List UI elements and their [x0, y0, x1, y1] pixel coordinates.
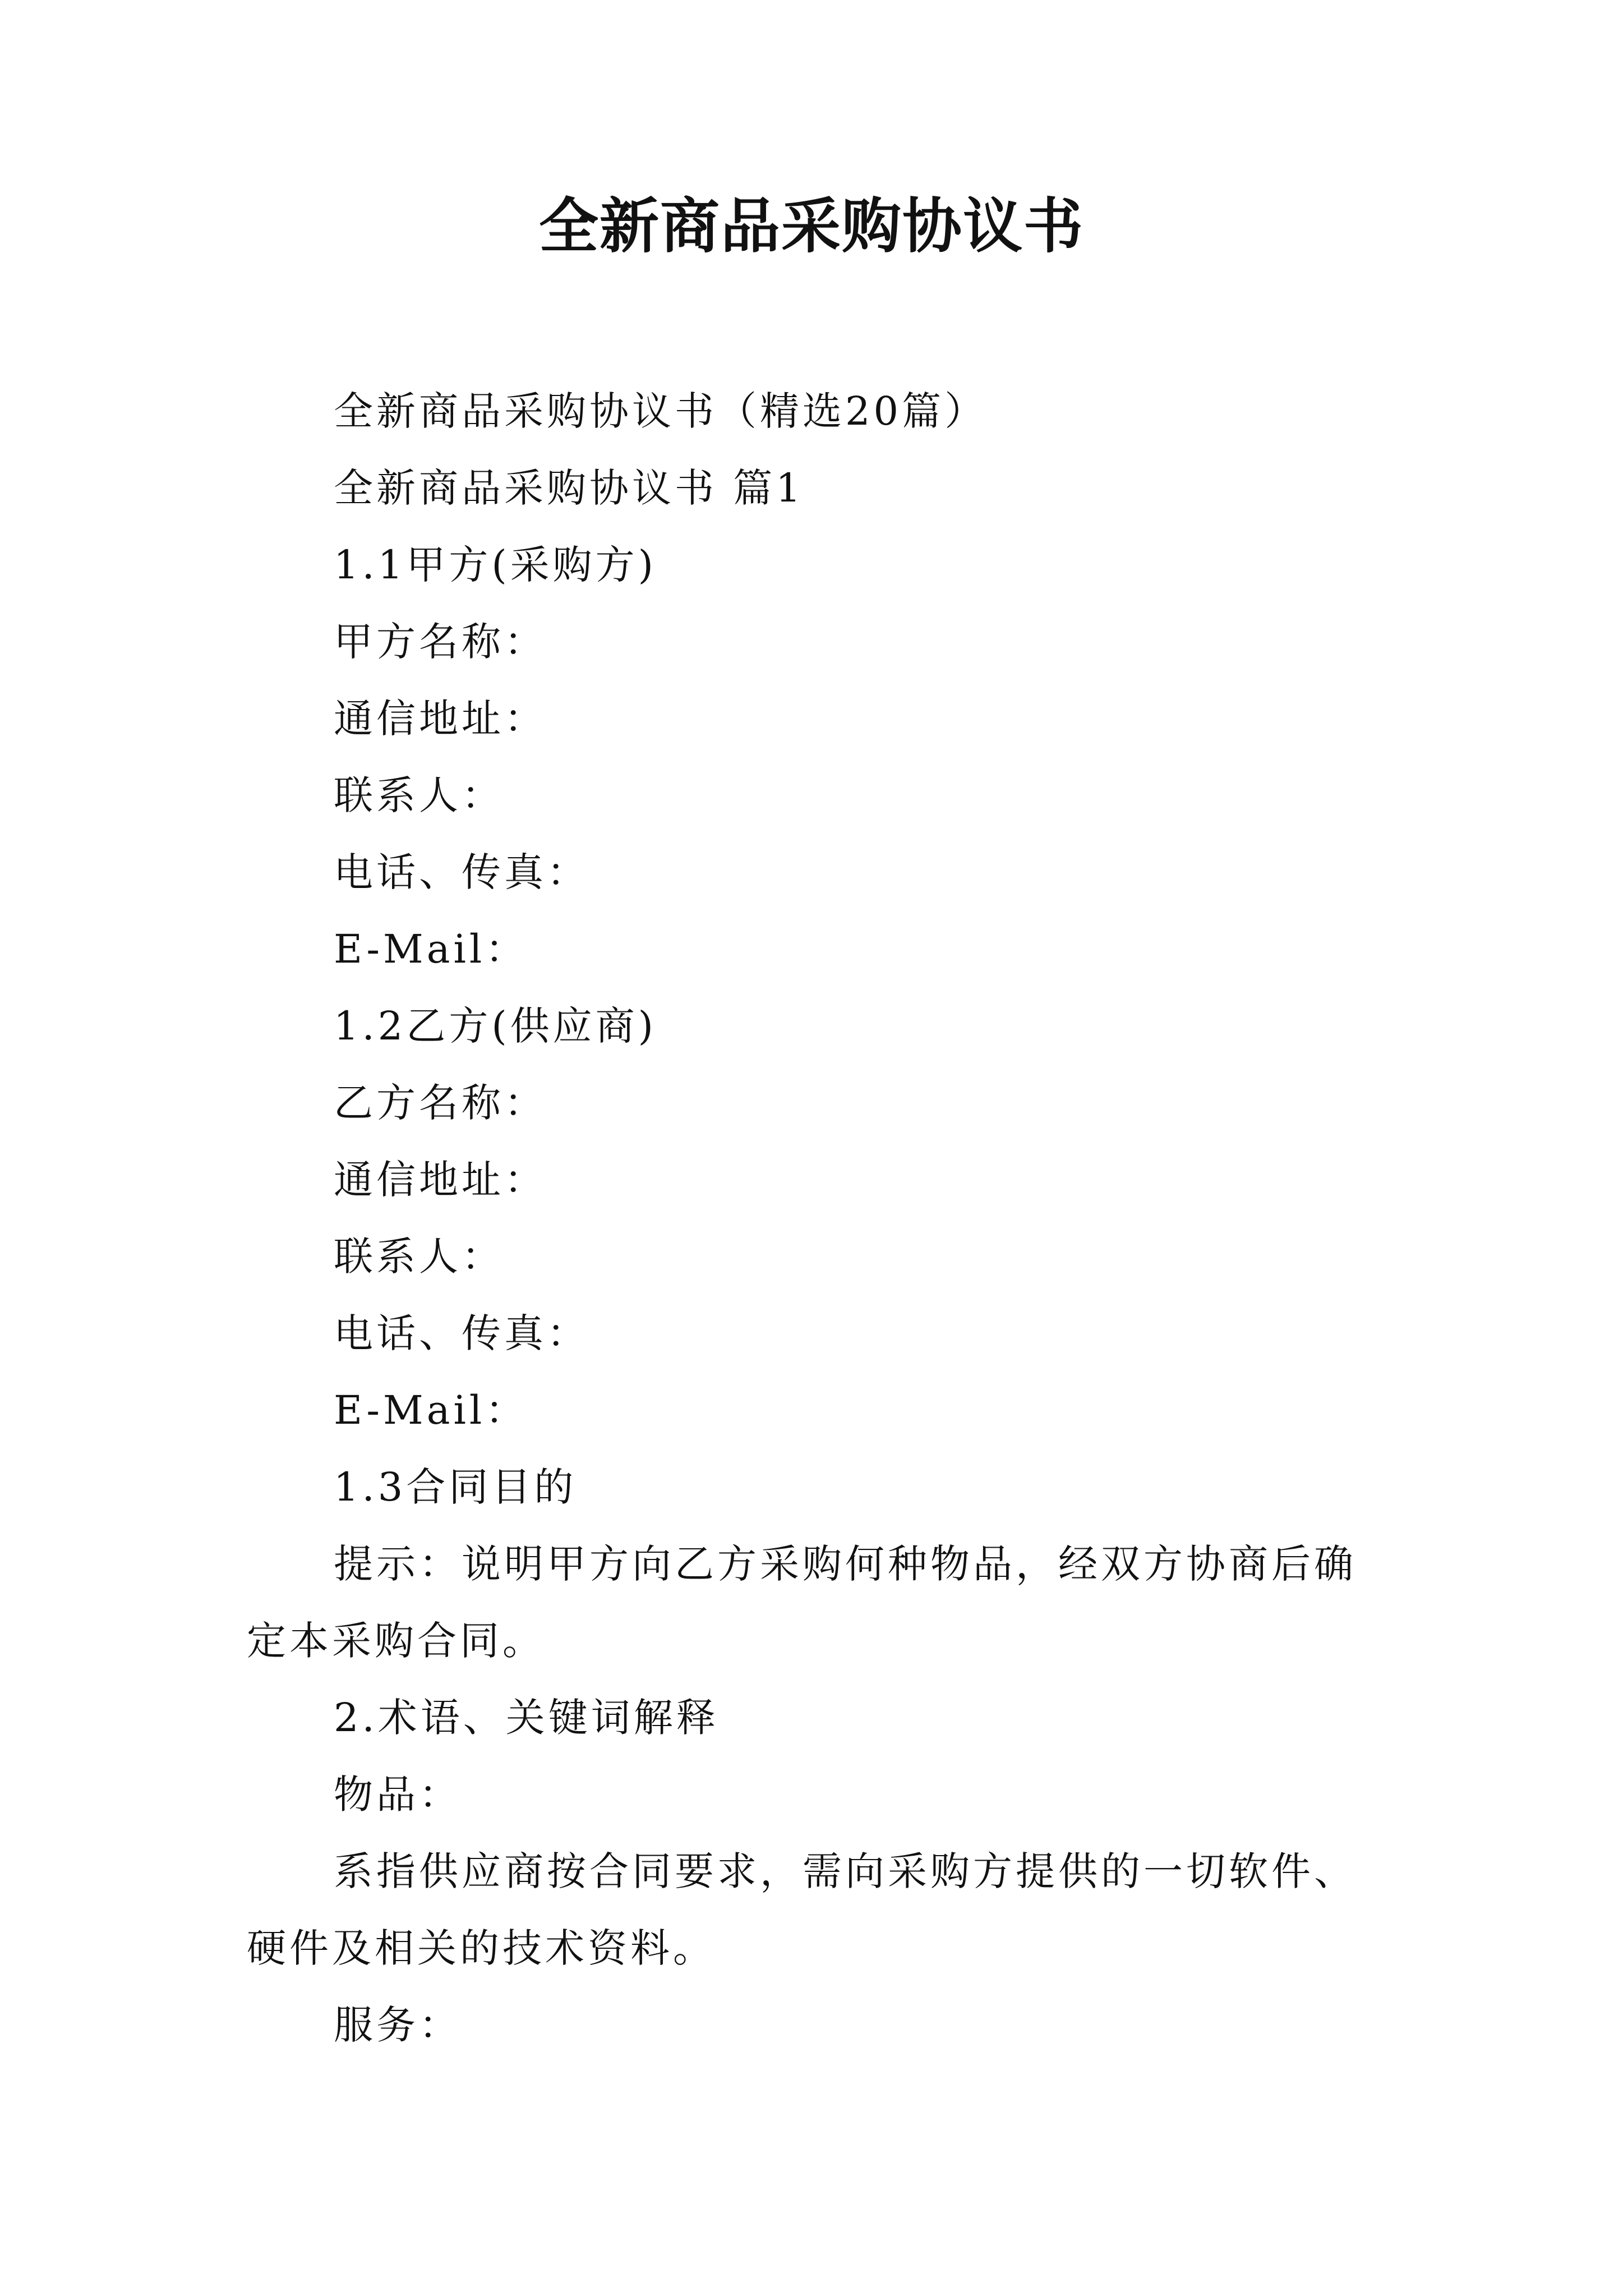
paragraph-line: 1.3合同目的 — [334, 1464, 577, 1510]
paragraph-line: 联系人： — [334, 1234, 504, 1280]
paragraph-line: 硬件及相关的技术资料。 — [247, 1925, 716, 1971]
paragraph-line: 甲方名称： — [334, 619, 547, 665]
paragraph-line: 系指供应商按合同要求，需向采购方提供的一切软件、 — [334, 1848, 1357, 1894]
paragraph-line: 服务： — [334, 2002, 462, 2048]
paragraph-line: 乙方名称： — [334, 1080, 547, 1126]
paragraph-line: 通信地址： — [334, 1157, 547, 1203]
paragraph-line: 1.1甲方(采购方) — [334, 542, 657, 588]
paragraph-line: 全新商品采购协议书（精选20篇） — [334, 388, 988, 434]
paragraph-line: 物品： — [334, 1772, 462, 1818]
paragraph-line: 电话、传真： — [334, 1310, 589, 1356]
paragraph-line: E-Mail： — [334, 1387, 528, 1433]
paragraph-line: E-Mail： — [334, 926, 528, 972]
paragraph-line: 提示：说明甲方向乙方采购何种物品，经双方协商后确 — [334, 1541, 1357, 1587]
paragraph-line: 1.2乙方(供应商) — [334, 1003, 657, 1049]
paragraph-line: 定本采购合同。 — [247, 1618, 545, 1664]
paragraph-line: 电话、传真： — [334, 849, 589, 895]
paragraph-line: 全新商品采购协议书 篇1 — [334, 465, 804, 511]
paragraph-line: 2.术语、关键词解释 — [334, 1695, 719, 1741]
paragraph-line: 联系人： — [334, 772, 504, 818]
paragraph-line: 通信地址： — [334, 696, 547, 742]
document-body — [247, 373, 1391, 2064]
document-title: 全新商品采购协议书 — [539, 191, 1084, 261]
